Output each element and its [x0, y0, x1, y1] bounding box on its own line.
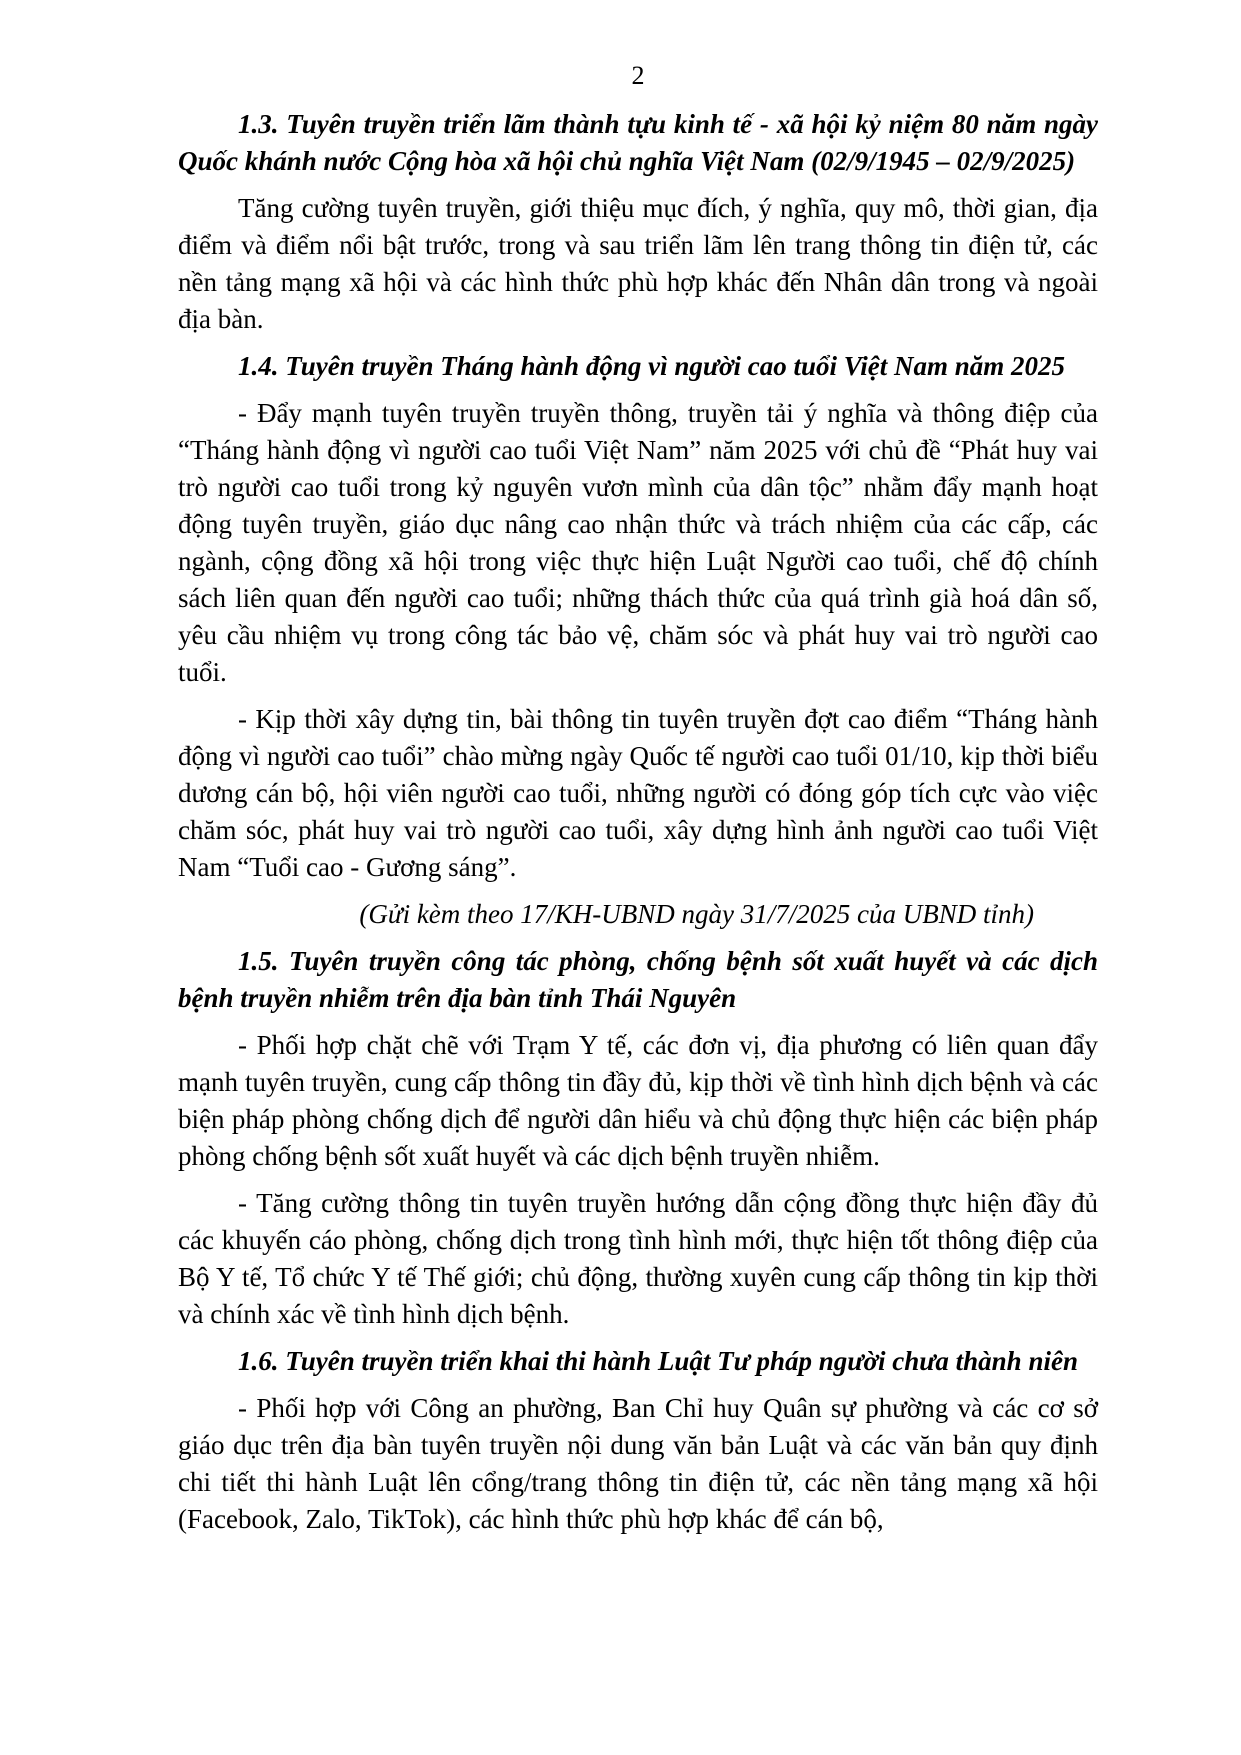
attachment-note: (Gửi kèm theo 17/KH-UBND ngày 31/7/2025 của UBND tỉnh)	[359, 899, 1034, 929]
paragraph: - Đẩy mạnh tuyên truyền truyền thông, truyền tải ý nghĩa và thông điệp của “Tháng hành động vì người cao tuổi Việt Nam” năm 2025 với chủ đề “Phát huy vai trò người cao tuổi trong kỷ nguyên vươn mình của dân tộc” nhằm đẩy mạnh hoạt động tuyên truyền, giáo dục nâng cao nhận thức và trách nhiệm của các cấp, các ngành, cộng đồng xã hội trong việc thực hiện Luật Người cao tuổi, chế độ chính sách liên quan đến người cao tuổi; những thách thức của quá trình già hoá dân số, yêu cầu nhiệm vụ trong công tác bảo vệ, chăm sóc và phát huy vai trò người cao tuổi.	[178, 398, 1098, 687]
paragraph: - Phối hợp với Công an phường, Ban Chỉ huy Quân sự phường và các cơ sở giáo dục trên địa bàn tuyên truyền nội dung văn bản Luật và các văn bản quy định chi tiết thi hành Luật lên cổng/trang thông tin điện tử, các nền tảng mạng xã hội (Facebook, Zalo, TikTok), các hình thức phù hợp khác để cán bộ,	[178, 1393, 1098, 1534]
paragraph: - Kịp thời xây dựng tin, bài thông tin tuyên truyền đợt cao điểm “Tháng hành động vì người cao tuổi” chào mừng ngày Quốc tế người cao tuổi 01/10, kịp thời biểu dương cán bộ, hội viên người cao tuổi, những người có đóng góp tích cực vào việc chăm sóc, phát huy vai trò người cao tuổi, xây dựng hình ảnh người cao tuổi Việt Nam “Tuổi cao - Gương sáng”.	[178, 704, 1098, 882]
paragraph: - Phối hợp chặt chẽ với Trạm Y tế, các đơn vị, địa phương có liên quan đẩy mạnh tuyên truyền, cung cấp thông tin đầy đủ, kịp thời về tình hình dịch bệnh và các biện pháp phòng chống dịch để người dân hiểu và chủ động thực hiện các biện pháp phòng chống bệnh sốt xuất huyết và các dịch bệnh truyền nhiễm.	[178, 1030, 1098, 1171]
paragraph: Tăng cường tuyên truyền, giới thiệu mục đích, ý nghĩa, quy mô, thời gian, địa điểm và điểm nổi bật trước, trong và sau triển lãm lên trang thông tin điện tử, các nền tảng mạng xã hội và các hình thức phù hợp khác đến Nhân dân trong và ngoài địa bàn.	[178, 193, 1098, 334]
section-heading-1-3: 1.3. Tuyên truyền triển lãm thành tựu kinh tế - xã hội kỷ niệm 80 năm ngày Quốc khánh nước Cộng hòa xã hội chủ nghĩa Việt Nam (02/9/1945 – 02/9/2025)	[178, 109, 1098, 176]
section-heading-1-5: 1.5. Tuyên truyền công tác phòng, chống bệnh sốt xuất huyết và các dịch bệnh truyền nhiễm trên địa bàn tỉnh Thái Nguyên	[178, 946, 1098, 1013]
page-number: 2	[631, 61, 645, 90]
paragraph: - Tăng cường thông tin tuyên truyền hướng dẫn cộng đồng thực hiện đầy đủ các khuyến cáo phòng, chống dịch trong tình hình mới, thực hiện tốt thông điệp của Bộ Y tế, Tổ chức Y tế Thế giới; chủ động, thường xuyên cung cấp thông tin kịp thời và chính xác về tình hình dịch bệnh.	[178, 1188, 1098, 1329]
section-heading-1-4: 1.4. Tuyên truyền Tháng hành động vì người cao tuổi Việt Nam năm 2025	[238, 351, 1066, 381]
section-heading-1-6: 1.6. Tuyên truyền triển khai thi hành Luật Tư pháp người chưa thành niên	[238, 1346, 1078, 1376]
document-page	[178, 52, 1098, 1548]
